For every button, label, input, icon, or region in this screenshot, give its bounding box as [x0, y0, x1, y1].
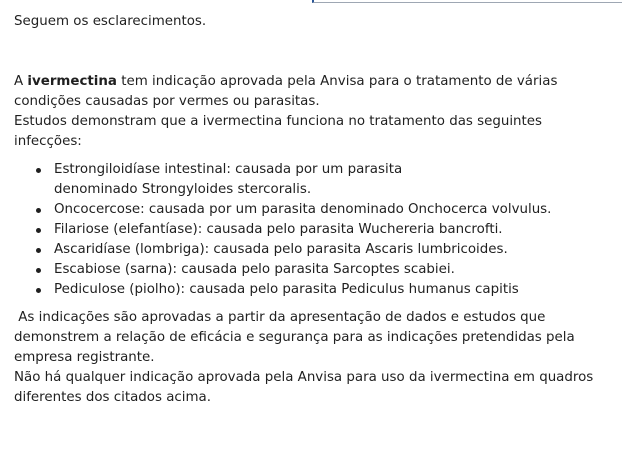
- list-item: [14, 160, 614, 200]
- greeting-text: Seguem os esclarecimentos.: [14, 14, 207, 29]
- intro-line-1-rest: tem indicação aprovada pela Anvisa para o tratamento de várias: [116, 74, 558, 89]
- list-item: [14, 240, 614, 260]
- closing-line-2: demonstrem a relação de eficácia e segurança para as indicações pretendidas pela: [14, 330, 575, 345]
- intro-line-1: [14, 72, 614, 92]
- drug-name: ivermectina: [27, 74, 117, 89]
- bullet-icon: [36, 168, 41, 173]
- intro-line-3: Estudos demonstram que a ivermectina funciona no tratamento das seguintes: [14, 114, 543, 129]
- list-item-line-1: Escabiose (sarna): causada pelo parasita Sarcoptes scabiei.: [54, 262, 455, 277]
- closing-line-5: diferentes dos citados acima.: [14, 390, 212, 405]
- closing-paragraph: [14, 308, 614, 408]
- bullet-icon: [36, 248, 41, 253]
- intro-paragraph: [14, 72, 614, 152]
- bullet-icon: [36, 268, 41, 273]
- bullet-icon: [36, 208, 41, 213]
- spacer: [14, 152, 614, 160]
- list-item-line-2: denominado Strongyloides stercoralis.: [54, 182, 312, 197]
- intro-line-4: infecções:: [14, 134, 82, 149]
- window-edge-bar: [312, 0, 622, 3]
- infections-list: [14, 160, 614, 300]
- list-item-line-1: Estrongiloidíase intestinal: causada por um parasita: [54, 162, 403, 177]
- closing-line-4: Não há qualquer indicação aprovada pela Anvisa para uso da ivermectina em quadros: [14, 370, 594, 385]
- spacer: [14, 300, 614, 308]
- closing-line-3: empresa registrante.: [14, 350, 155, 365]
- list-item-line-1: Oncocercose: causada por um parasita denominado Onchocerca volvulus.: [54, 202, 552, 217]
- list-item: [14, 220, 614, 240]
- list-item: [14, 280, 614, 300]
- list-item-line-1: Pediculose (piolho): causada pelo parasita Pediculus humanus capitis: [54, 282, 519, 297]
- closing-line-1: As indicações são aprovadas a partir da apresentação de dados e estudos que: [14, 310, 546, 325]
- bullet-icon: [36, 228, 41, 233]
- list-item-line-1: Filariose (elefantíase): causada pelo parasita Wuchereria bancrofti.: [54, 222, 503, 237]
- message-body: [14, 12, 614, 408]
- list-item: [14, 200, 614, 220]
- spacer: [14, 32, 614, 72]
- list-item-line-1: Ascaridíase (lombriga): causada pelo parasita Ascaris lumbricoides.: [54, 242, 508, 257]
- bullet-icon: [36, 288, 41, 293]
- list-item: [14, 260, 614, 280]
- intro-prefix: A: [14, 74, 28, 89]
- intro-line-2: condições causadas por vermes ou parasitas.: [14, 94, 320, 109]
